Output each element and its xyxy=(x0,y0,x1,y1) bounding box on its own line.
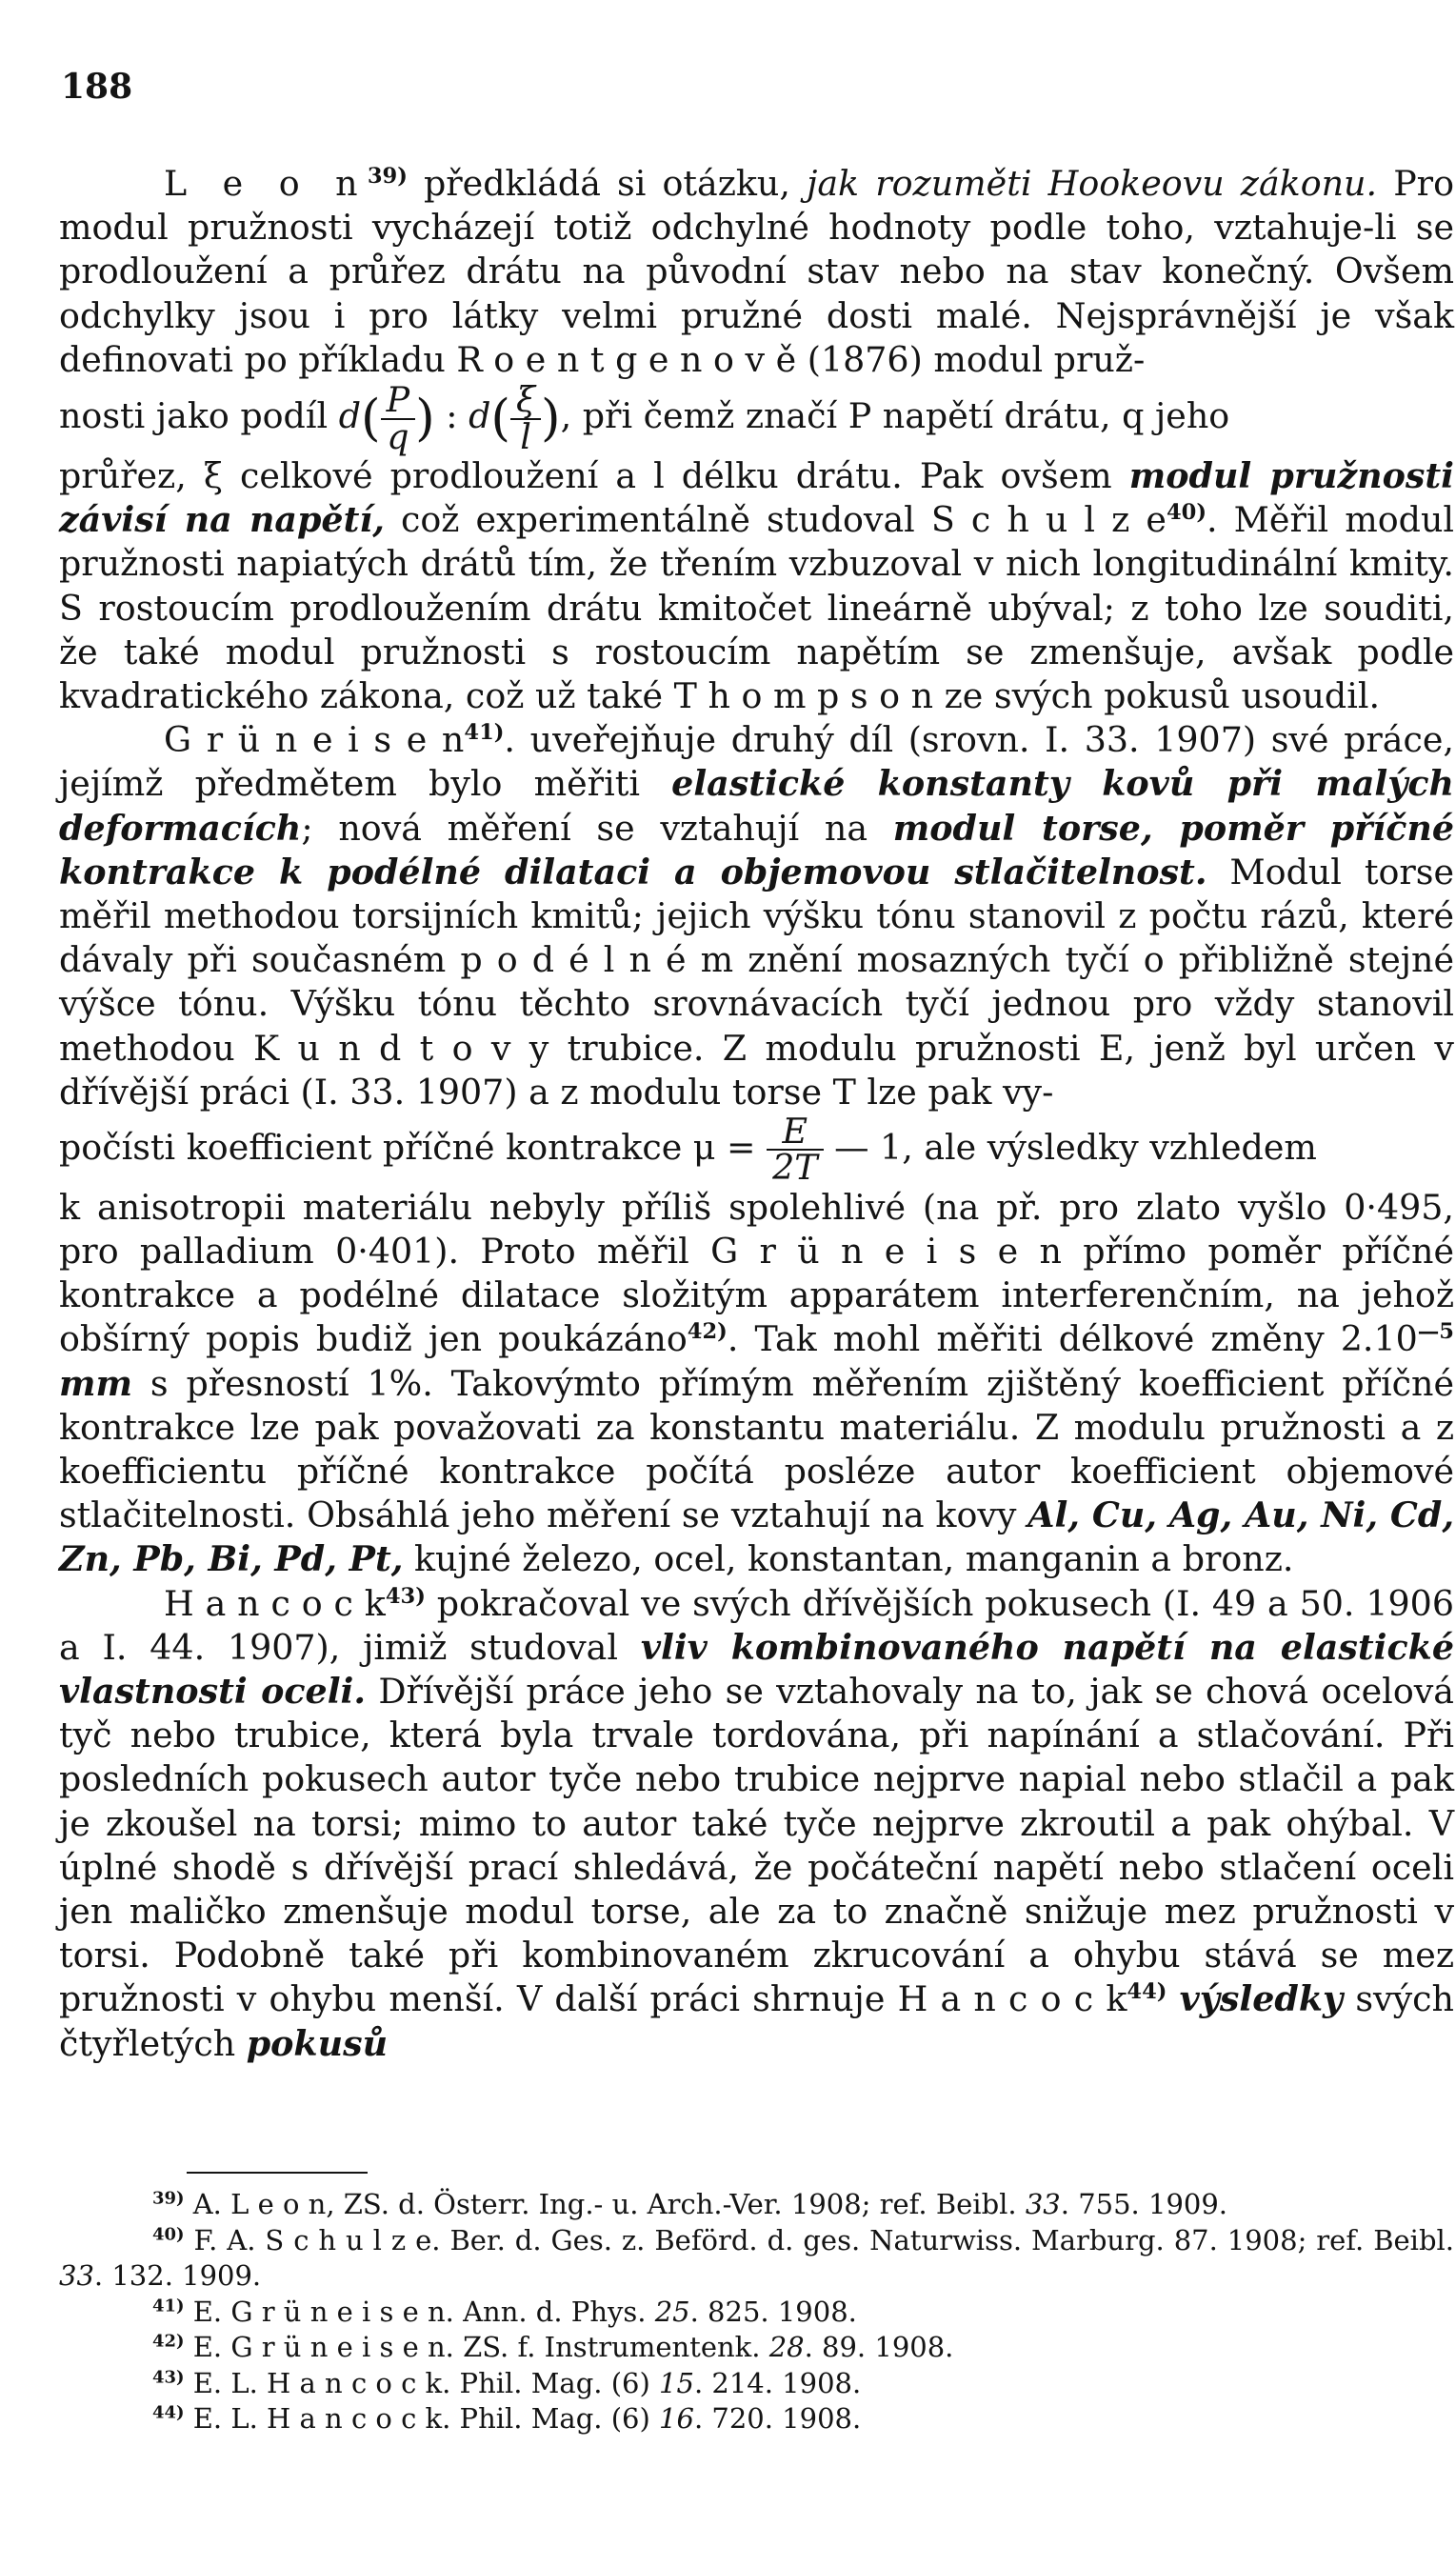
emphasis-text: jak rozuměti Hookeovu zákonu. xyxy=(807,163,1378,204)
emphasis-text: pokusů xyxy=(246,2022,389,2064)
body-text: . Měřil modul pružnosti napiatých drátů tím, že třením vzbuzoval v nich longitudinální kmity. S rostoucím prodloužením drátu kmitočet lineárně ubýval; z toho lze souditi, že také modul pružnosti s rostoucím napětím se zmenšuje, avšak podle kvadratického zákona, což už také xyxy=(59,499,1455,716)
footnote-ref: 41) xyxy=(464,720,505,746)
page-number: 188 xyxy=(61,67,133,107)
footnote-text: ZS. d. Österr. Ing.- u. Arch.-Ver. 1908; ref. Beibl. xyxy=(334,2188,1026,2220)
emphasis-text: elastické konstanty kovů při malých deformacích xyxy=(59,763,1454,849)
exponent: —5 xyxy=(1417,1319,1454,1345)
article-body xyxy=(59,162,1454,2066)
footnote-41 xyxy=(59,2295,1454,2331)
footnote-ref: 44) xyxy=(1127,1979,1167,2005)
body-text: kujné železo, ocel, konstantan, manganin a bronz. xyxy=(403,1538,1294,1580)
footnote-40 xyxy=(59,2223,1454,2295)
body-text: pokračoval ve svých dřívějších pokusech (I. 49 a 50. 1906 a I. 44. 1907), jimiž studoval xyxy=(59,1582,1454,1668)
fraction-denominator: l xyxy=(520,415,531,457)
body-text: trubice. Z modulu pružnosti E, jenž byl určen v dřívější práci (I. 33. 1907) a z modulu torse T lze pak vy- xyxy=(59,1027,1454,1113)
paragraph-hancock xyxy=(59,1582,1454,2066)
footnote-text: . 214. 1908. xyxy=(693,2366,862,2399)
footnote-volume: 33 xyxy=(1025,2188,1061,2220)
emphasis-text: modul torse, poměr příčné kontrakce k podélné dilataci a objemovou stlačitelnost. xyxy=(59,807,1454,892)
footnote-mark: 41) xyxy=(152,2295,185,2316)
author-name: T h o m p s o n xyxy=(673,674,934,716)
formula-paren: ) xyxy=(541,389,561,448)
emphasis-text: vliv kombinovaného napětí na elastické vlastnosti oceli. xyxy=(59,1626,1454,1713)
footnote-42 xyxy=(59,2330,1454,2366)
body-text: s přesností 1%. Takovýmto přímým měřením zjištěný koefficient příčné kontrakce lze pak považovati za konstantu materiálu. Z modulu pružnosti a z koefficientu příčné kontrakce počítá posléze autor koefficient objemové stlačitelnosti. Obsáhlá jeho měření se vztahují na kovy xyxy=(59,1362,1454,1536)
body-text: k anisotropii materiálu nebyly příliš spolehlivé (na př. pro zlato vyšlo 0·495, pro palladium 0·401). Proto měřil xyxy=(59,1186,1454,1272)
fraction-numerator: P xyxy=(381,383,416,419)
body-text: předkládá si otázku, xyxy=(407,163,808,204)
paragraph-grueneisen xyxy=(59,718,1454,1114)
unit-text: mm xyxy=(59,1362,133,1404)
paragraph-grueneisen-cont xyxy=(59,1186,1454,1582)
body-text: (1876) modul pruž- xyxy=(796,338,1146,380)
fraction-numerator: ξ xyxy=(510,383,541,419)
fraction-numerator: E xyxy=(767,1114,823,1151)
emphasis-text: modul pružnosti závisí na napětí, xyxy=(59,454,1455,541)
body-text: což experimentálně studoval xyxy=(384,499,931,541)
formula-paren: ) xyxy=(415,389,435,448)
body-text: . Tak mohl měřiti délkové změny 2.10 xyxy=(727,1318,1418,1360)
fraction-xi-over-l xyxy=(510,379,541,457)
body-text: nosti jako podíl xyxy=(59,395,339,437)
body-text: . uveřejňuje druhý díl (srovn. I. 33. 1907) své práce, jejímž předmětem bylo měřiti xyxy=(59,719,1454,805)
footnote-text: . 825. 1908. xyxy=(689,2295,857,2328)
body-text: Dřívější práce jeho se vztahovaly na to, jak se chová ocelová tyč nebo trubice, která byla trvale tordována, při napínání a stlačování. Při posledních pokusech autor tyče nebo trubice nejprve napial nebo stlačil a pak je zkoušel na torsi; mimo to autor také tyče nejprve zkroutil a pak ohýbal. V úplné shodě s dřívější prací shledává, že počáteční napětí nebo stlačení oceli jen maličko zmenšuje modul torse, ale za to značně snižuje mez pružnosti v torsi. Podobně také při kombinovaném zkrucování a ohybu stává se mez pružnosti v ohybu menší. V další práci shrnuje xyxy=(59,1671,1454,2020)
footnote-ref: 43) xyxy=(385,1583,426,1609)
fraction-e-over-2t xyxy=(767,1110,823,1189)
footnote-volume: 28 xyxy=(768,2331,805,2363)
footnote-text: Ber. d. Ges. z. Beförd. d. ges. Naturwiss. Marburg. 87. 1908; ref. Beibl. xyxy=(440,2223,1455,2256)
footnote-ref: 40) xyxy=(1166,500,1207,525)
footnote-volume: 16 xyxy=(659,2402,694,2435)
emphasis-text: výsledky xyxy=(1179,1978,1344,2020)
footnote-volume: 25 xyxy=(654,2295,690,2328)
fraction-denominator: q xyxy=(387,415,409,457)
footnote-mark: 40) xyxy=(152,2223,185,2244)
footnote-author: E. G r ü n e i s e n. xyxy=(192,2331,454,2363)
body-text: Modul torse měřil methodou torsijních kmitů; jejich výšku tónu stanovil z počtu rázů, které dávaly při současném xyxy=(59,851,1454,981)
footnote-divider xyxy=(187,2172,368,2174)
footnote-text: . 132. 1909. xyxy=(93,2259,262,2292)
body-text: znění mosazných tyčí o přibližně stejné výšce tónu. Výšku tónu těchto srovnávacích tyčí jednou pro vždy stanovil methodou xyxy=(59,939,1454,1069)
footnote-text: . 755. 1909. xyxy=(1060,2188,1228,2220)
footnote-ref: 39) xyxy=(367,163,408,189)
spaced-text: p o d é l n é m xyxy=(460,939,734,981)
body-text: ze svých pokusů usoudil. xyxy=(933,674,1381,716)
footnote-author: E. G r ü n e i s e n. xyxy=(192,2295,454,2328)
author-name: L e o n xyxy=(164,163,368,204)
body-text: , při čemž značí P napětí drátu, q jeho xyxy=(560,395,1230,437)
formula-symbol: d xyxy=(338,395,361,437)
author-name: G r ü n e i s e n xyxy=(164,719,465,761)
author-name: R o e n t g e n o v ě xyxy=(456,338,797,380)
footnote-44 xyxy=(59,2401,1454,2437)
formula-symbol: d xyxy=(469,395,491,437)
footnote-text: . 720. 1908. xyxy=(693,2402,862,2435)
footnote-ref: 42) xyxy=(687,1319,728,1345)
footnote-volume: 33 xyxy=(59,2259,94,2292)
author-name: G r ü n e i s e n xyxy=(710,1230,1062,1272)
footnote-43 xyxy=(59,2366,1454,2402)
footnote-39 xyxy=(59,2187,1454,2223)
paragraph-leon xyxy=(59,162,1454,382)
footnote-mark: 39) xyxy=(152,2188,185,2209)
footnote-volume: 15 xyxy=(659,2366,694,2399)
body-text: svých čtyřletých xyxy=(59,1978,1454,2064)
footnote-text: Ann. d. Phys. xyxy=(453,2295,655,2328)
formula-colon: : xyxy=(434,395,469,437)
fraction-denominator: 2T xyxy=(772,1147,818,1189)
footnote-mark: 44) xyxy=(152,2402,185,2423)
body-text: přímo poměr příčné kontrakce a podélné dilatace složitým apparátem interferenčním, na jehož obšírný popis budiž jen poukázáno xyxy=(59,1230,1454,1360)
footnote-author: F. A. S c h u l z e. xyxy=(193,2223,441,2256)
body-text: průřez, ξ celkové prodloužení a l délku drátu. Pak ovšem xyxy=(59,454,1129,496)
footnote-text: . 89. 1908. xyxy=(804,2331,954,2363)
formula-paren: ( xyxy=(490,389,510,448)
body-text: počísti koefficient příčné kontrakce μ = xyxy=(59,1126,768,1168)
footnote-text: ZS. f. Instrumentenk. xyxy=(453,2331,769,2363)
body-text: Pro modul pružnosti vycházejí totiž odchylné hodnoty podle toho, vztahuje-li se prodloužení a průřez drátu na původní stav nebo na stav konečný. Ovšem odchylky jsou i pro látky velmi pružné dosti malé. Nejsprávnější je však definovati po příkladu xyxy=(59,163,1454,380)
fraction-p-over-q xyxy=(381,379,416,457)
author-name: S c h u l z e xyxy=(930,499,1167,541)
author-name: K u n d t o v y xyxy=(252,1027,549,1069)
author-name: H a n c o c k xyxy=(164,1582,386,1624)
metal-list: Al, Cu, Ag, Au, Ni, Cd, Zn, Pb, Bi, Pd, Pt, xyxy=(59,1494,1454,1580)
formula-paren: ( xyxy=(361,389,381,448)
body-text xyxy=(1167,1978,1179,2019)
footnote-author: E. L. H a n c o c k. xyxy=(192,2402,451,2435)
footnote-author: A. L e o n, xyxy=(192,2188,335,2220)
formula-line-modulus xyxy=(59,379,1454,457)
body-text: — 1, ale výsledky vzhledem xyxy=(823,1126,1317,1168)
author-name: H a n c o c k xyxy=(897,1978,1127,2020)
footnote-author: E. L. H a n c o c k. xyxy=(192,2366,451,2399)
footnote-mark: 43) xyxy=(152,2366,185,2387)
body-text: ; nová měření se vztahují na xyxy=(301,807,893,849)
footnote-text: Phil. Mag. (6) xyxy=(450,2402,660,2435)
footnote-text: Phil. Mag. (6) xyxy=(450,2366,660,2399)
footnotes xyxy=(59,2187,1454,2437)
formula-line-contraction xyxy=(59,1110,1454,1189)
paragraph-leon-cont xyxy=(59,454,1454,718)
footnote-mark: 42) xyxy=(152,2331,185,2352)
